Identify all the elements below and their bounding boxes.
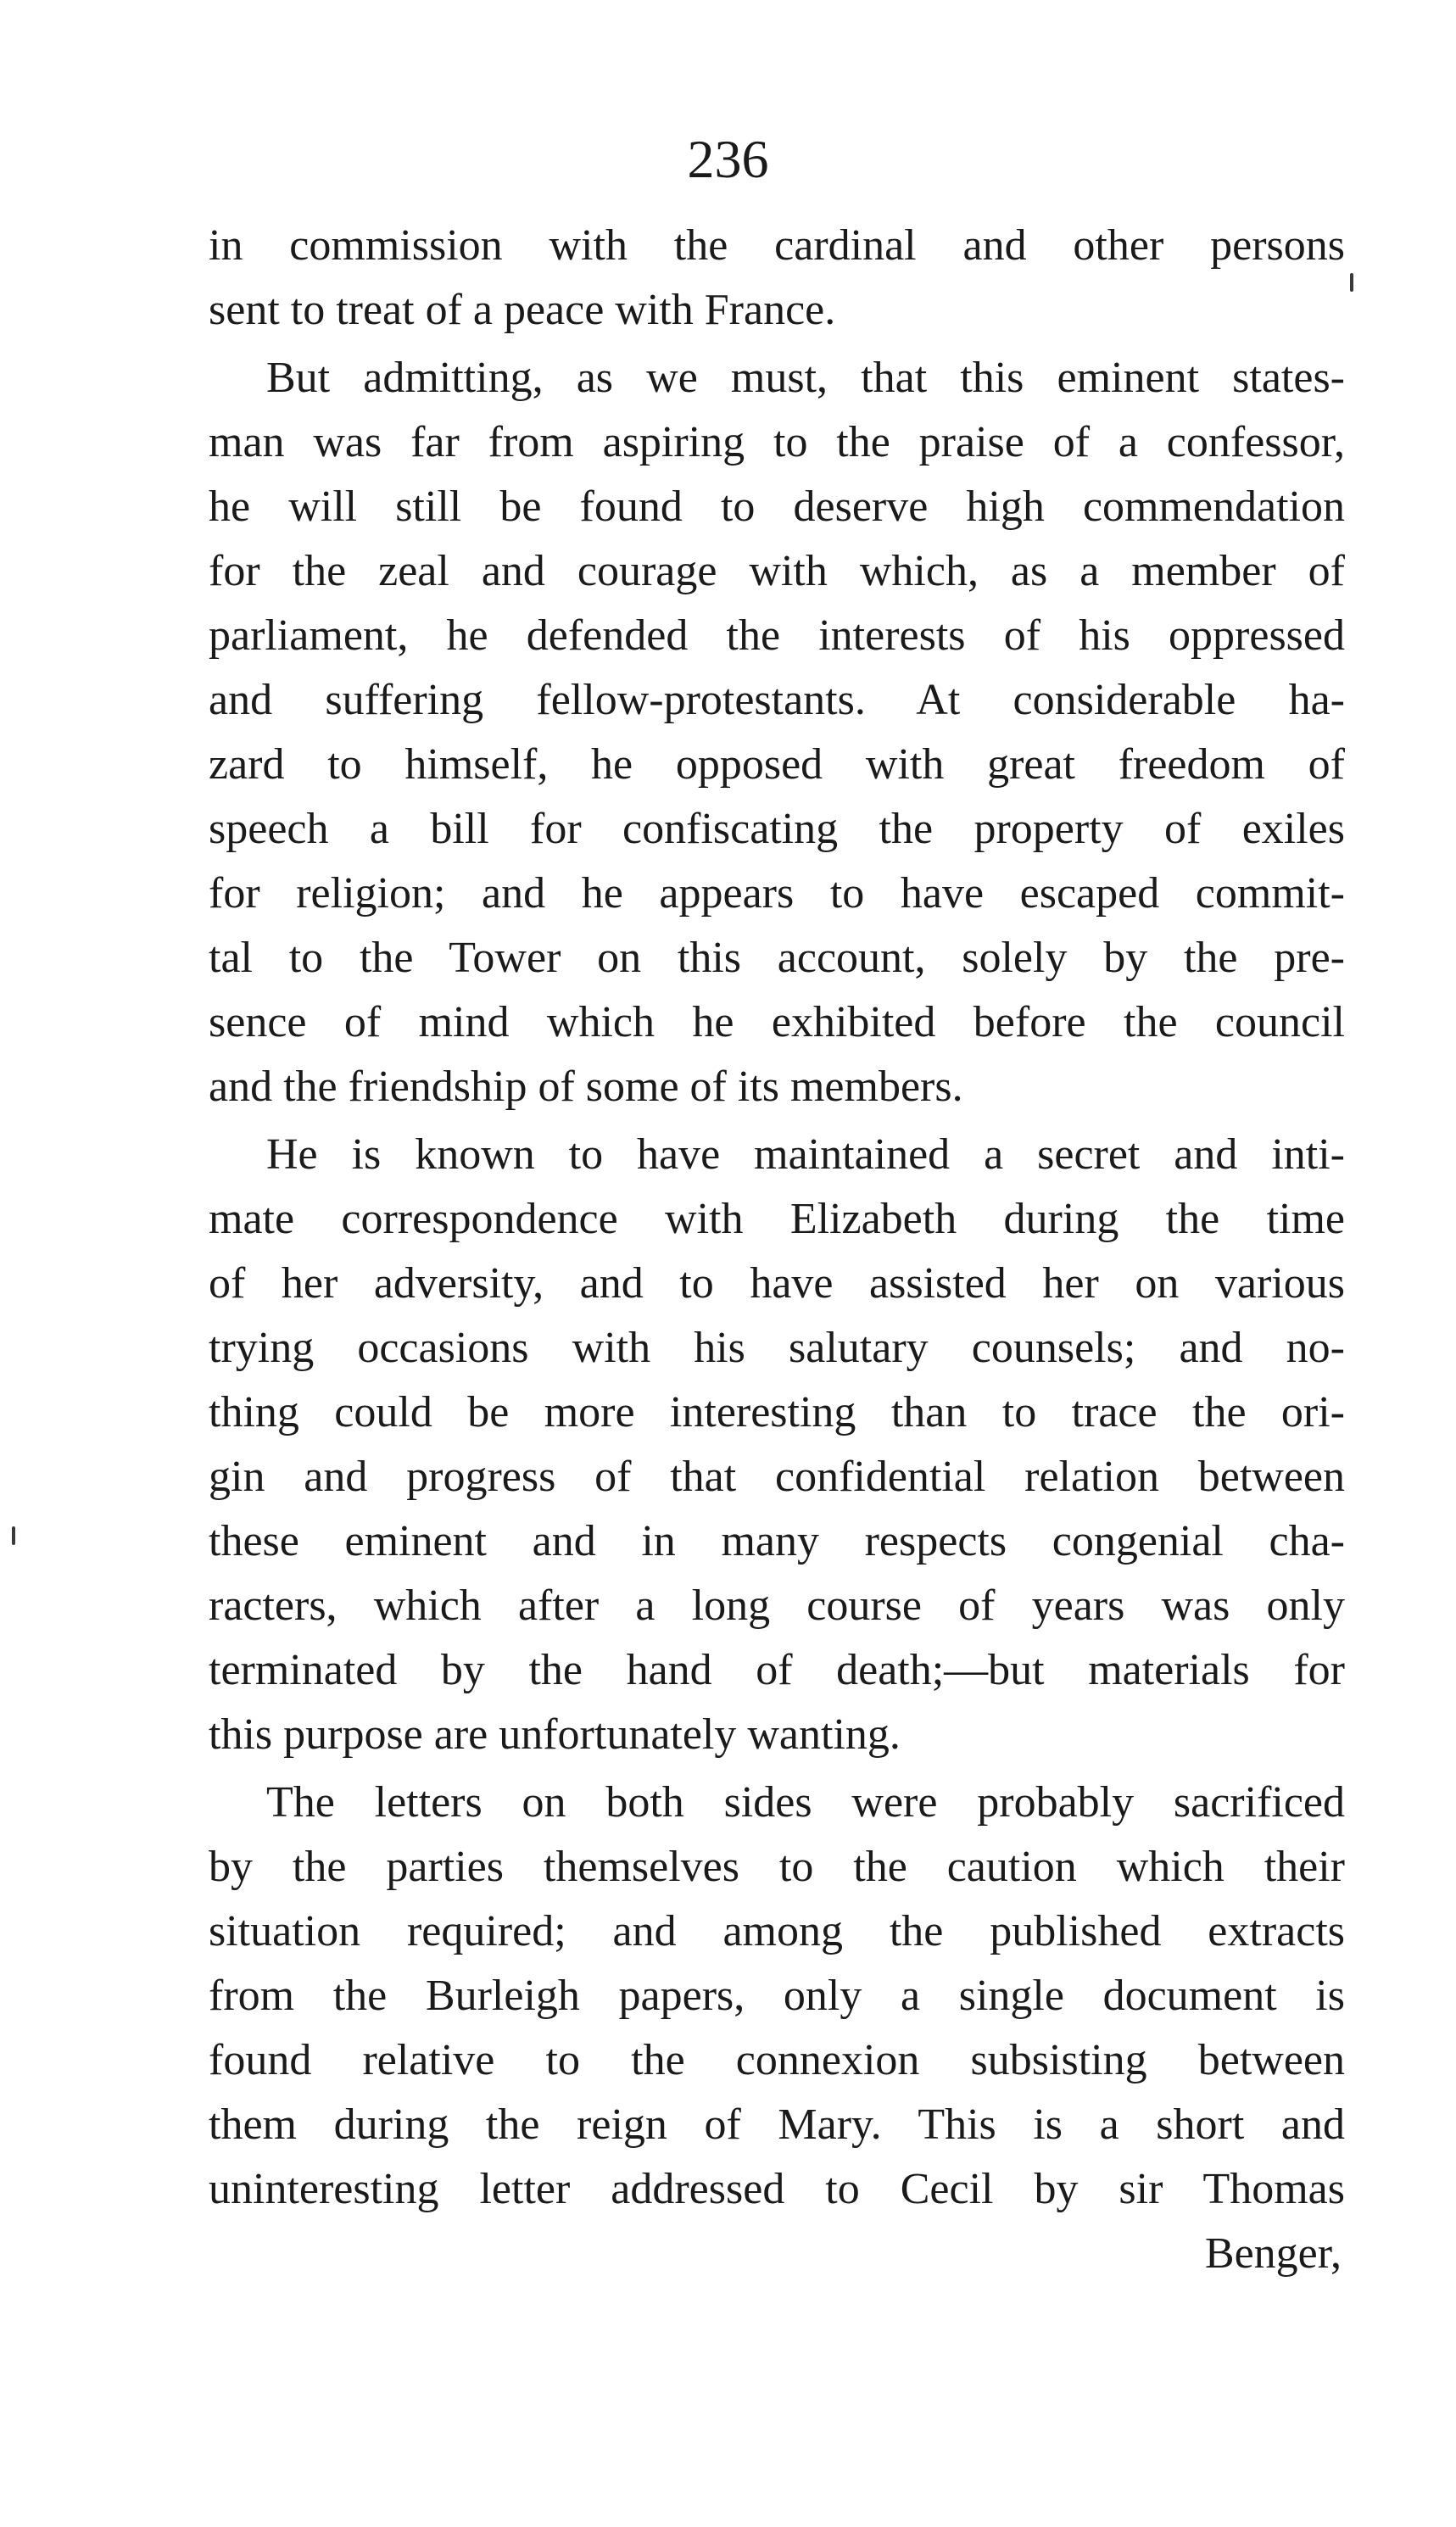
margin-mark [1350, 273, 1353, 292]
catchword: Benger, [1204, 2229, 1342, 2278]
text-line: But admitting, as we must, that this eminent states- [266, 354, 1345, 402]
text-line: sent to treat of a peace with France. [209, 286, 836, 334]
text-line: speech a bill for confiscating the property of exiles [209, 805, 1345, 853]
text-line: these eminent and in many respects congenial cha- [209, 1517, 1345, 1565]
text-line: situation required; and among the published extracts [209, 1907, 1345, 1955]
text-line: from the Burleigh papers, only a single document is [209, 1972, 1345, 2020]
text-line: of her adversity, and to have assisted her on various [209, 1259, 1345, 1308]
text-line: man was far from aspiring to the praise of a confessor, [209, 418, 1345, 466]
body-text [209, 214, 1345, 2286]
text-line: this purpose are unfortunately wanting. [209, 1710, 901, 1759]
paragraph [209, 1771, 1345, 2222]
text-line: sence of mind which he exhibited before the council [209, 998, 1345, 1046]
text-line: for religion; and he appears to have escaped commit- [209, 869, 1345, 918]
text-line: zard to himself, he opposed with great freedom of [209, 740, 1345, 789]
text-line: racters, which after a long course of years was only [209, 1581, 1345, 1630]
text-line: gin and progress of that confidential relation between [209, 1453, 1345, 1501]
text-line: found relative to the connexion subsisting between [209, 2036, 1345, 2084]
text-line: mate correspondence with Elizabeth during the time [209, 1195, 1345, 1243]
text-line: and the friendship of some of its members. [209, 1063, 963, 1111]
text-line: parliament, he defended the interests of his oppressed [209, 611, 1345, 660]
text-line: uninteresting letter addressed to Cecil by sir Thomas [209, 2165, 1345, 2213]
margin-mark [12, 1526, 15, 1545]
text-line: by the parties themselves to the caution which their [209, 1843, 1345, 1891]
text-line: terminated by the hand of death;—but materials for [209, 1646, 1345, 1694]
text-line: The letters on both sides were probably sacrificed [266, 1778, 1345, 1827]
text-line: for the zeal and courage with which, as a member of [209, 547, 1345, 595]
text-line: he will still be found to deserve high commendation [209, 483, 1345, 531]
text-line: in commission with the cardinal and other persons [209, 221, 1345, 270]
text-line: tal to the Tower on this account, solely by the pre- [209, 934, 1345, 982]
text-line: them during the reign of Mary. This is a short and [209, 2100, 1345, 2149]
paragraph [209, 1123, 1345, 1767]
text-line: thing could be more interesting than to trace the ori- [209, 1388, 1345, 1436]
text-line: and suffering fellow-protestants. At considerable ha- [209, 676, 1345, 724]
paragraph [209, 346, 1345, 1119]
text-line: trying occasions with his salutary counsels; and no- [209, 1324, 1345, 1372]
page-number: 236 [687, 129, 769, 189]
text-line: He is known to have maintained a secret and inti- [266, 1130, 1345, 1179]
paragraph [209, 214, 1345, 343]
